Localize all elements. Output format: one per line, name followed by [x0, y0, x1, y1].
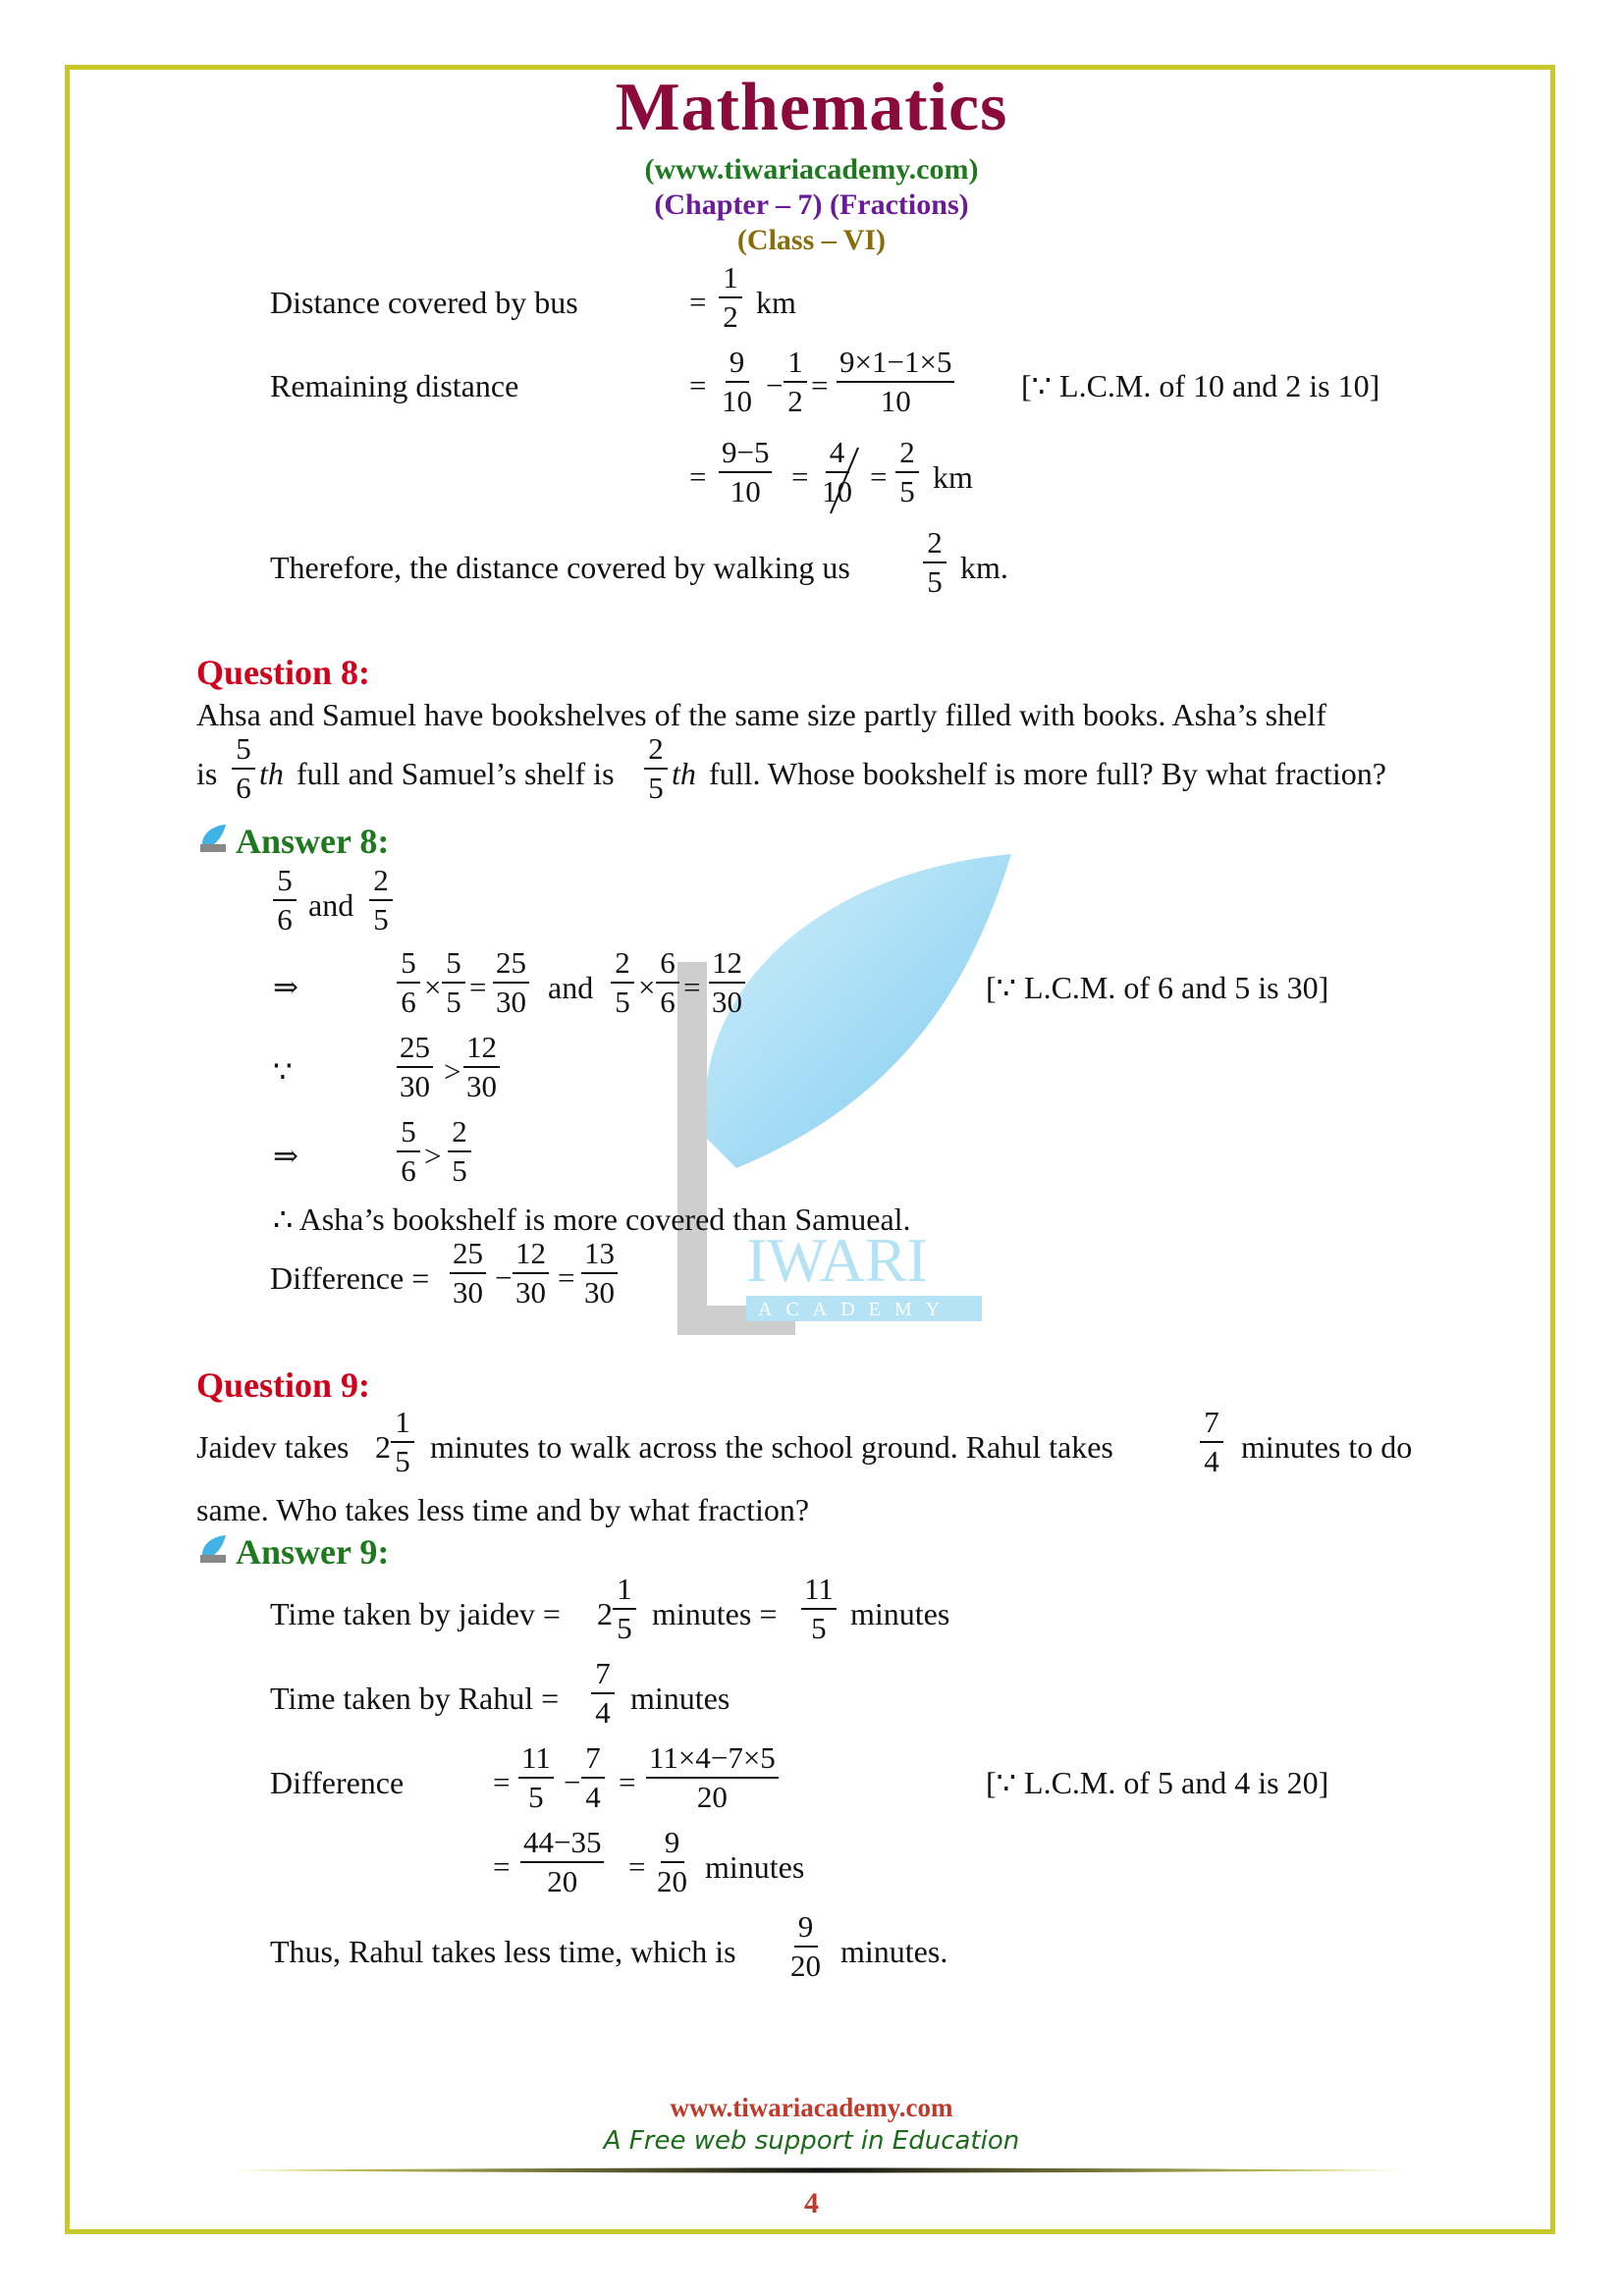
denominator: 6 — [660, 985, 676, 1019]
numerator: 2 — [448, 1115, 471, 1152]
fraction-one-half — [719, 261, 742, 334]
fraction-one-fifth — [391, 1406, 414, 1478]
difference-label: Difference — [270, 1765, 405, 1800]
numerator: 7 — [581, 1741, 605, 1779]
footer-tagline: A Free web support in Education — [603, 2126, 1020, 2156]
equals-sign: = — [619, 1765, 636, 1799]
denominator: 10 — [822, 474, 852, 508]
because-sign: ∵ — [273, 1054, 293, 1089]
equals-sign: = — [811, 368, 829, 402]
equals-sign: = — [683, 970, 701, 1004]
page-title: Mathematics — [615, 70, 1008, 145]
fraction-two-fifths — [923, 526, 947, 599]
numerator: 5 — [397, 946, 420, 984]
numerator: 1 — [719, 261, 742, 298]
fraction-25-30 — [397, 1031, 433, 1103]
fraction-one-fifth — [613, 1573, 636, 1645]
equals-sign: = — [689, 368, 707, 402]
minus-sign: − — [766, 368, 784, 402]
fraction-five-sixths — [397, 1115, 420, 1188]
unit-km: km — [756, 285, 796, 320]
equals-sign: = — [689, 285, 707, 319]
word-and: and — [548, 970, 594, 1005]
numerator: 9 — [726, 346, 749, 383]
equals-sign: = — [791, 459, 809, 494]
minutes-equals: minutes = — [652, 1596, 778, 1631]
denominator: 5 — [811, 1611, 827, 1645]
question-8-end: full. Whose bookshelf is more full? By what fraction? — [709, 756, 1386, 791]
minutes-unit: minutes — [630, 1681, 730, 1716]
fraction-five-sixths — [273, 864, 297, 936]
jaidev-time-label: Time taken by jaidev = — [270, 1596, 561, 1631]
fraction-12-30 — [709, 946, 745, 1019]
header-class: (Class – VI) — [736, 224, 887, 256]
numerator: 25 — [493, 946, 529, 984]
numerator: 12 — [513, 1237, 549, 1274]
denominator: 4 — [1204, 1444, 1219, 1478]
rahul-time-label: Time taken by Rahul = — [270, 1681, 560, 1716]
fraction-five-sixths — [397, 946, 420, 1019]
implies-sign: ⇒ — [273, 970, 298, 1004]
q7-conclusion-end: km. — [960, 550, 1008, 585]
fraction-12-30 — [463, 1031, 500, 1103]
numerator: 1 — [613, 1573, 636, 1610]
fraction-expression — [719, 436, 772, 508]
minutes-unit: minutes — [705, 1849, 805, 1885]
page-number: 4 — [804, 2187, 819, 2219]
header-chapter: (Chapter – 7) (Fractions) — [654, 188, 969, 221]
header-website: (www.tiwariacademy.com) — [644, 153, 979, 186]
fraction-11-5 — [801, 1573, 837, 1645]
numerator: 1 — [391, 1406, 414, 1443]
fraction-one-half — [784, 346, 807, 418]
fraction-five-sixths — [232, 732, 255, 805]
question-9-line2: same. Who takes less time and by what fraction? — [196, 1492, 810, 1527]
answer-8-label: Answer 8: — [236, 822, 390, 861]
fraction-two-fifths — [448, 1115, 471, 1188]
numerator: 11 — [801, 1573, 837, 1610]
question-9-pre: Jaidev takes — [196, 1429, 350, 1465]
fraction-expression — [520, 1826, 604, 1898]
fraction-11-5 — [518, 1741, 554, 1814]
numerator: 7 — [1200, 1406, 1223, 1443]
q7-conclusion: Therefore, the distance covered by walking us — [270, 550, 850, 585]
numerator: 6 — [656, 946, 679, 984]
difference-label: Difference = — [270, 1260, 430, 1296]
numerator: 9−5 — [719, 436, 772, 473]
answer-9-conclusion: Thus, Rahul takes less time, which is — [270, 1934, 736, 1969]
numerator: 2 — [644, 732, 668, 770]
denominator: 5 — [617, 1611, 632, 1645]
bus-distance-label: Distance covered by bus — [270, 285, 578, 320]
denominator: 5 — [899, 474, 915, 508]
answer-leaf-icon — [196, 823, 230, 856]
numerator: 25 — [450, 1237, 486, 1274]
fraction-five-fifths — [442, 946, 465, 1019]
remaining-distance-label: Remaining distance — [270, 368, 519, 403]
footer-divider — [231, 2167, 1409, 2173]
greater-than-sign: > — [444, 1054, 461, 1089]
fraction-six-sixths — [656, 946, 679, 1019]
denominator: 20 — [657, 1864, 687, 1898]
question-9-mid: minutes to walk across the school ground. Rahul takes — [430, 1429, 1113, 1465]
denominator: 6 — [277, 902, 293, 936]
lcm-note: [∵ L.C.M. of 5 and 4 is 20] — [986, 1765, 1329, 1800]
equals-sign: = — [558, 1260, 575, 1295]
mixed-whole: 2 — [597, 1596, 613, 1631]
watermark-name: IWARI — [746, 1225, 928, 1295]
denominator: 5 — [452, 1153, 467, 1188]
denominator: 30 — [584, 1275, 615, 1309]
equals-sign: = — [628, 1849, 646, 1884]
numerator: 11×4−7×5 — [646, 1741, 779, 1779]
greater-than-sign: > — [424, 1139, 442, 1173]
fraction-seven-fourths — [591, 1657, 615, 1730]
fraction-seven-fourths — [1200, 1406, 1223, 1478]
numerator: 12 — [709, 946, 745, 984]
fraction-two-fifths — [611, 946, 634, 1019]
fraction-expression — [646, 1741, 779, 1814]
numerator: 1 — [784, 346, 807, 383]
implies-sign: ⇒ — [273, 1139, 298, 1173]
numerator: 13 — [581, 1237, 618, 1274]
denominator: 2 — [787, 384, 803, 418]
equals-sign: = — [493, 1765, 511, 1799]
equals-sign: = — [870, 459, 888, 494]
numerator: 12 — [463, 1031, 500, 1068]
denominator: 5 — [528, 1780, 544, 1814]
denominator: 30 — [712, 985, 742, 1019]
denominator: 6 — [401, 985, 416, 1019]
denominator: 5 — [395, 1444, 410, 1478]
times-sign: × — [638, 970, 656, 1004]
denominator: 20 — [696, 1780, 728, 1814]
fraction-25-30 — [493, 946, 529, 1019]
question-9-end: minutes to do — [1241, 1429, 1413, 1465]
times-sign: × — [424, 970, 442, 1004]
numerator: 9×1−1×5 — [837, 346, 954, 383]
numerator: 5 — [232, 732, 255, 770]
fraction-two-fifths — [369, 864, 393, 936]
numerator: 2 — [923, 526, 947, 563]
denominator: 6 — [236, 771, 251, 805]
answer-9-label: Answer 9: — [236, 1532, 390, 1572]
mixed-whole: 2 — [375, 1429, 391, 1465]
question-9-label: Question 9: — [196, 1365, 371, 1405]
numerator: 9 — [794, 1910, 818, 1948]
suffix-th: th — [672, 756, 696, 791]
numerator: 4 — [826, 436, 849, 473]
fraction-25-30 — [450, 1237, 486, 1309]
denominator: 30 — [453, 1275, 483, 1309]
question-8-label: Question 8: — [196, 653, 371, 692]
denominator: 4 — [585, 1780, 601, 1814]
numerator: 2 — [895, 436, 919, 473]
equals-sign: = — [689, 459, 707, 494]
fraction-two-fifths — [895, 436, 919, 508]
fraction-12-30 — [513, 1237, 549, 1309]
minutes-unit: minutes — [850, 1596, 950, 1631]
fraction-seven-fourths — [581, 1741, 605, 1814]
denominator: 4 — [595, 1695, 611, 1730]
question-8-is: is — [196, 756, 218, 791]
numerator: 7 — [591, 1657, 615, 1694]
fraction-13-30 — [581, 1237, 618, 1309]
minus-sign: − — [495, 1260, 513, 1295]
numerator: 44−35 — [520, 1826, 604, 1863]
denominator: 20 — [547, 1864, 578, 1898]
equals-sign: = — [493, 1849, 511, 1884]
lcm-note: [∵ L.C.M. of 10 and 2 is 10] — [1021, 368, 1380, 403]
answer-leaf-icon — [196, 1533, 230, 1567]
fraction-expression — [837, 346, 954, 418]
answer-8-therefore: ∴ Asha’s bookshelf is more covered than Samueal. — [273, 1201, 911, 1237]
denominator: 30 — [466, 1069, 497, 1103]
fraction-nine-tenths — [719, 346, 755, 418]
numerator: 2 — [611, 946, 634, 984]
numerator: 2 — [369, 864, 393, 901]
denominator: 20 — [790, 1949, 821, 1983]
fraction-two-fifths — [644, 732, 668, 805]
fraction-9-20 — [787, 1910, 824, 1983]
lcm-note: [∵ L.C.M. of 6 and 5 is 30] — [986, 970, 1329, 1005]
denominator: 6 — [401, 1153, 416, 1188]
question-8-text-line1: Ahsa and Samuel have bookshelves of the same size partly filled with books. Asha’s shelf — [196, 697, 1326, 732]
denominator: 5 — [446, 985, 461, 1019]
denominator: 10 — [722, 384, 752, 418]
suffix-th: th — [259, 756, 284, 791]
cancel-strike-icon — [819, 440, 868, 518]
denominator: 30 — [400, 1069, 430, 1103]
denominator: 30 — [515, 1275, 546, 1309]
tiwari-academy-watermark-icon — [648, 844, 1021, 1374]
denominator: 2 — [723, 299, 738, 334]
answer-9-conclusion-end: minutes. — [840, 1934, 948, 1969]
denominator: 10 — [730, 474, 761, 508]
denominator: 5 — [927, 564, 943, 599]
numerator: 5 — [397, 1115, 420, 1152]
denominator: 30 — [496, 985, 526, 1019]
minus-sign: − — [564, 1765, 581, 1799]
footer-website: www.tiwariacademy.com — [670, 2093, 953, 2122]
numerator: 5 — [442, 946, 465, 984]
numerator: 11 — [518, 1741, 554, 1779]
unit-km: km — [933, 459, 973, 495]
numerator: 9 — [661, 1826, 684, 1863]
numerator: 25 — [397, 1031, 433, 1068]
denominator: 5 — [615, 985, 630, 1019]
word-and: and — [308, 887, 354, 923]
question-8-mid: full and Samuel’s shelf is — [297, 756, 615, 791]
denominator: 5 — [373, 902, 389, 936]
denominator: 10 — [880, 384, 911, 418]
fraction-9-20 — [654, 1826, 690, 1898]
denominator: 5 — [648, 771, 664, 805]
watermark-sub: ACADEMY — [758, 1299, 954, 1320]
equals-sign: = — [469, 970, 487, 1004]
numerator: 5 — [273, 864, 297, 901]
